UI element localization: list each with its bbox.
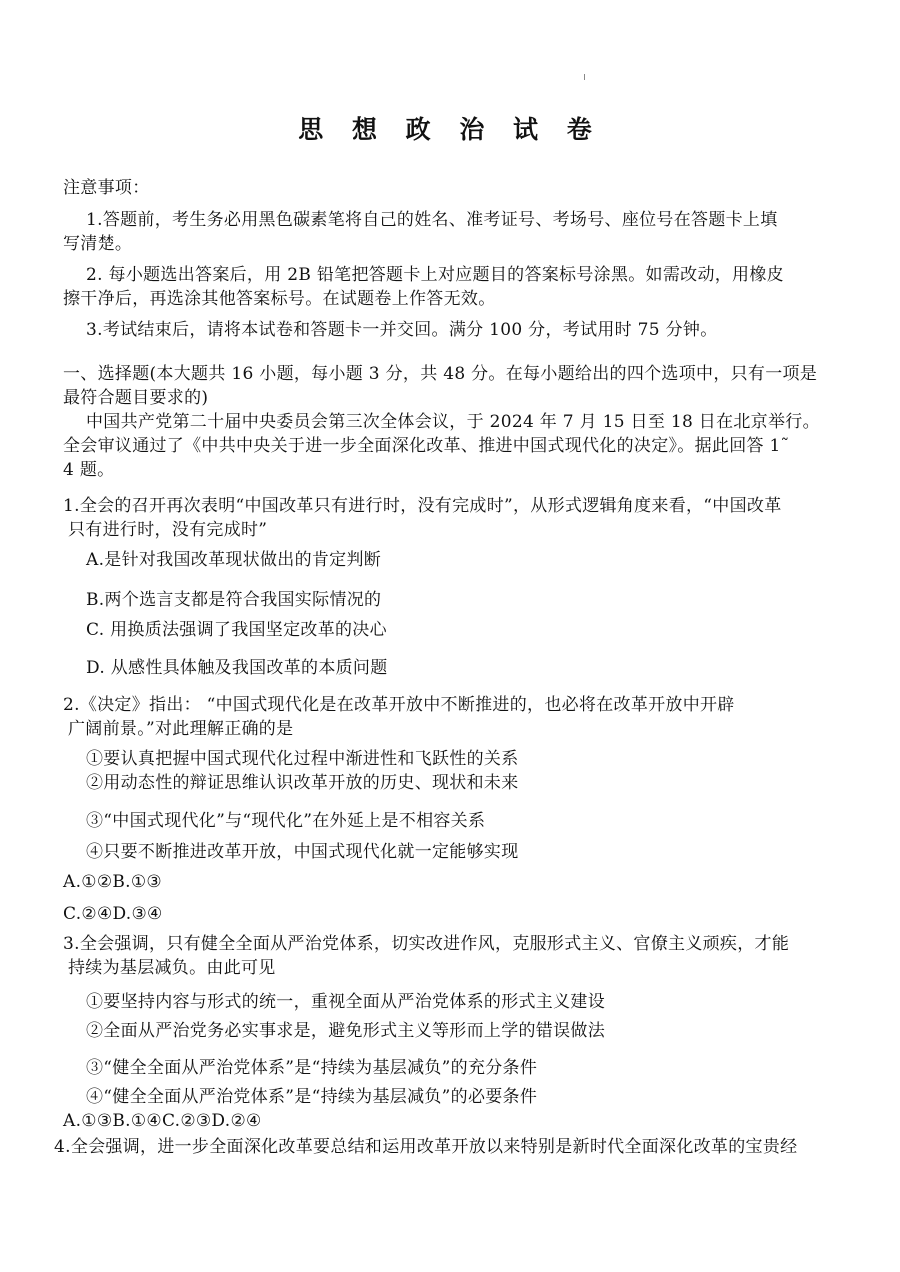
- material-line-3: 4 题。: [63, 460, 115, 480]
- scan-mark: [584, 74, 585, 80]
- page-title: 思 想 政 治 试 卷: [298, 115, 602, 144]
- notice-item-2-line-2: 擦干净后，再选涂其他答案标号。在试题卷上作答无效。: [63, 289, 496, 309]
- notice-item-2-line-1: 2. 每小题选出答案后，用 2B 铅笔把答题卡上对应题目的答案标号涂黑。如需改动，用橡皮: [86, 265, 784, 285]
- material-line-2: 全会审议通过了《中共中央关于进一步全面深化改革、推进中国式现代化的决定》。据此回答 1˜: [63, 436, 790, 456]
- q2-stem-line-1: 2.《决定》指出： “中国式现代化是在改革开放中不断推进的，也必将在改革开放中开辟: [63, 695, 735, 715]
- q3-options: A.①③B.①④C.②③D.②④: [63, 1111, 262, 1131]
- q1-stem-line-1: 1.全会的召开再次表明“中国改革只有进行时，没有完成时”，从形式逻辑角度来看，“中国改革: [63, 496, 782, 516]
- section-heading-line-2: 最符合题目要求的): [63, 388, 209, 408]
- q1-option-d: D. 从感性具体触及我国改革的本质问题: [86, 658, 388, 678]
- q2-statement-4: ④只要不断推进改革开放，中国式现代化就一定能够实现: [86, 842, 519, 862]
- q2-stem-line-2: 广阔前景。”对此理解正确的是: [68, 719, 294, 739]
- q3-statement-2: ②全面从严治党务必实事求是，避免形式主义等形而上学的错误做法: [86, 1021, 605, 1041]
- notice-item-1-line-2: 写清楚。: [63, 234, 133, 254]
- q1-option-b: B.两个选言支都是符合我国实际情况的: [86, 590, 382, 610]
- q2-statement-1: ①要认真把握中国式现代化过程中渐进性和飞跃性的关系: [86, 749, 519, 769]
- q3-stem-line-1: 3.全会强调，只有健全全面从严治党体系，切实改进作风，克服形式主义、官僚主义顽疾，才能: [63, 934, 790, 954]
- q2-options-line-2: C.②④D.③④: [63, 904, 163, 924]
- q1-stem-line-2: 只有进行时，没有完成时”: [68, 520, 268, 540]
- q2-statement-3: ③“中国式现代化”与“现代化”在外延上是不相容关系: [86, 811, 486, 831]
- q2-options-line-1: A.①②B.①③: [63, 872, 162, 892]
- notice-item-1-line-1: 1.答题前，考生务必用黑色碳素笔将自己的姓名、准考证号、考场号、座位号在答题卡上填: [86, 210, 778, 230]
- q3-statement-3: ③“健全全面从严治党体系”是“持续为基层减负”的充分条件: [86, 1058, 538, 1078]
- notice-item-3: 3.考试结束后，请将本试卷和答题卡一并交回。满分 100 分，考试用时 75 分钟。: [86, 320, 718, 340]
- q4-stem-line-1: 4.全会强调，进一步全面深化改革要总结和运用改革开放以来特别是新时代全面深化改革的宝贵经: [54, 1137, 798, 1157]
- material-line-1: 中国共产党第二十届中央委员会第三次全体会议，于 2024 年 7 月 15 日至 18 日在北京举行。: [86, 412, 820, 432]
- q2-statement-2: ②用动态性的辩证思维认识改革开放的历史、现状和未来: [86, 773, 519, 793]
- q3-statement-1: ①要坚持内容与形式的统一，重视全面从严治党体系的形式主义建设: [86, 992, 605, 1012]
- q1-option-c: C. 用换质法强调了我国坚定改革的决心: [86, 620, 387, 640]
- q3-stem-line-2: 持续为基层减负。由此可见: [68, 958, 276, 978]
- q1-option-a: A.是针对我国改革现状做出的肯定判断: [86, 550, 382, 570]
- notice-heading: 注意事项：: [63, 178, 150, 198]
- section-heading-line-1: 一、选择题(本大题共 16 小题，每小题 3 分，共 48 分。在每小题给出的四个选项中，只有一项是: [63, 364, 818, 384]
- q3-statement-4: ④“健全全面从严治党体系”是“持续为基层减负”的必要条件: [86, 1087, 538, 1107]
